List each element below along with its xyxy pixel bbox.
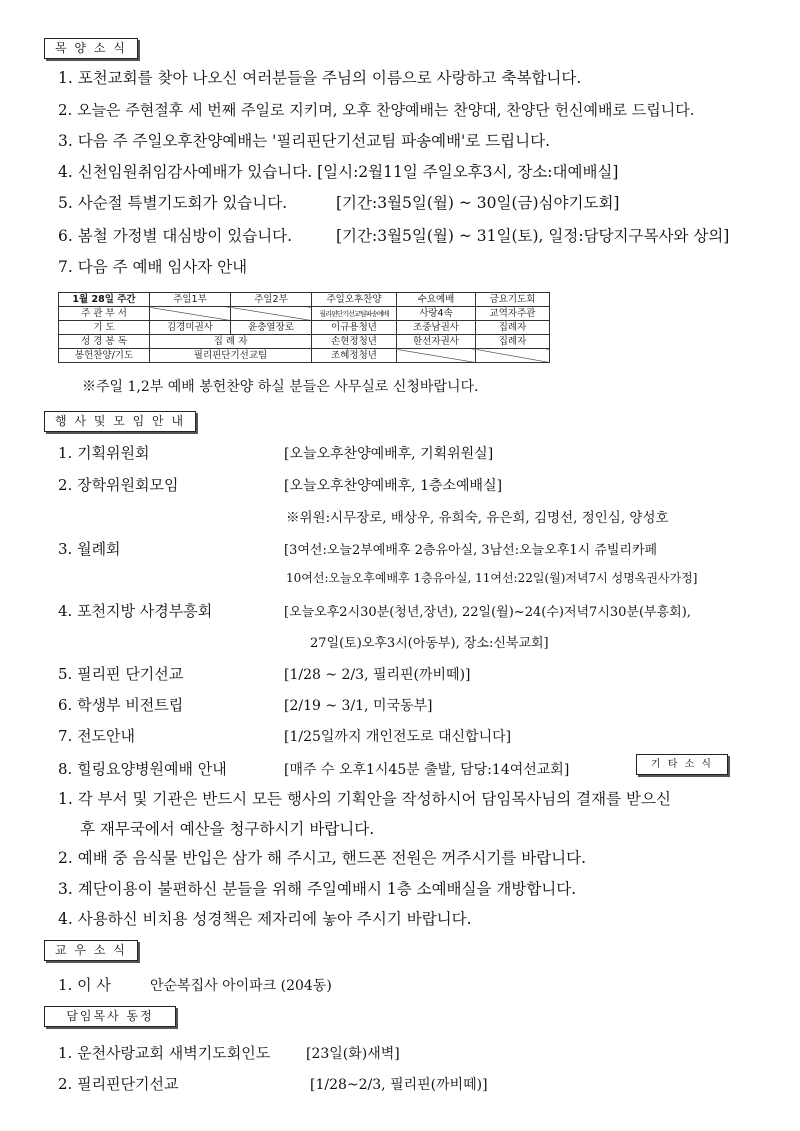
event-label: 8. 힐링요양병원예배 안내: [58, 760, 227, 778]
event-value: [2/19 ~ 3/1, 미국동부]: [284, 698, 433, 714]
table-row: [59, 335, 550, 349]
worship-schedule-table: [58, 292, 550, 363]
table-header-cell: 금요기도회: [476, 293, 550, 307]
table-cell: 한선자권사: [397, 335, 476, 349]
event-extra: 10여선:오늘오후예배후 1층유아실, 11여선:22일(월)저녁7시 성명옥권사가정]: [286, 571, 698, 585]
schedule-note: ※주일 1,2부 예배 봉헌찬양 하실 분들은 사무실로 신청바랍니다.: [82, 379, 479, 395]
table-cell: 필리핀단기선교팀: [150, 349, 312, 363]
event-label: 2. 장학위원회모임: [58, 476, 179, 494]
table-header-cell: 주일1부: [150, 293, 231, 307]
table-row: [59, 293, 550, 307]
event-value: [1/25일까지 개인전도로 대신합니다]: [284, 729, 512, 745]
table-cell: 조혜정청년: [312, 349, 397, 363]
other-item-3: 3. 계단이용이 불편하신 분들을 위해 주일예배시 1층 소예배실을 개방합니다.: [58, 880, 577, 898]
table-cell-empty: [476, 349, 550, 363]
member-label: 1. 이 사: [58, 976, 111, 994]
pastoral-item-6-detail: [기간:3월5일(월) ~ 31일(토), 일정:담당지구목사와 상의]: [336, 227, 730, 245]
event-value: [오늘오후찬양예배후, 기획위원실]: [284, 446, 494, 462]
section-header-events: 행 사 및 모 임 안 내: [44, 411, 196, 432]
table-cell: 김경미권사: [150, 321, 231, 335]
pastoral-item-2: 2. 오늘은 주현절후 세 번째 주일로 지키며, 오후 찬양예배는 찬양대, 찬양단 헌신예배로 드립니다.: [58, 101, 695, 119]
event-label: 5. 필리핀 단기선교: [58, 665, 184, 683]
other-item-4: 4. 사용하신 비치용 성경책은 제자리에 놓아 주시기 바랍니다.: [58, 910, 472, 928]
pastoral-item-3: 3. 다음 주 주일오후찬양예배는 '필리핀단기선교팀 파송예배'로 드립니다.: [58, 132, 551, 150]
pastoral-item-5: 5. 사순절 특별기도회가 있습니다.: [58, 194, 288, 212]
table-cell: 집례자: [476, 321, 550, 335]
table-cell-empty: [150, 307, 231, 321]
pastoral-item-1: 1. 포천교회를 찾아 나오신 여러분들을 주님의 이름으로 사랑하고 축복합니다.: [58, 69, 582, 87]
table-header-cell: 수요예배: [397, 293, 476, 307]
event-value: [오늘오후찬양예배후, 1층소예배실]: [284, 478, 503, 494]
section-header-other: 기 타 소 식: [636, 754, 728, 775]
event-label: 3. 월례회: [58, 540, 121, 558]
event-label: 7. 전도안내: [58, 727, 136, 745]
section-header-members: 교 우 소 식: [44, 940, 138, 961]
table-cell: 집례자: [476, 335, 550, 349]
table-row: [59, 349, 550, 363]
table-cell: 사랑4속: [397, 307, 476, 321]
pastoral-item-6: 6. 봄철 가정별 대심방이 있습니다.: [58, 227, 293, 245]
pastor-label: 2. 필리핀단기선교: [58, 1075, 179, 1093]
event-value: [매주 수 오후1시45분 출발, 담당:14여선교회]: [284, 762, 570, 778]
table-cell: 집 례 자: [150, 335, 312, 349]
table-row: [59, 321, 550, 335]
table-cell: 주 관 부 서: [59, 307, 150, 321]
table-header-cell: 1월 28일 주간: [59, 293, 150, 307]
event-label: 4. 포천지방 사경부흥회: [58, 602, 213, 620]
table-cell: 이규용청년: [312, 321, 397, 335]
pastor-value: [1/28~2/3, 필리핀(까비떼)]: [310, 1077, 488, 1093]
table-cell: 봉헌찬양/기도: [59, 349, 150, 363]
event-value: [1/28 ~ 2/3, 필리핀(까비떼)]: [284, 667, 471, 683]
pastoral-item-5-detail: [기간:3월5일(월) ~ 30일(금)심야기도회]: [336, 194, 620, 212]
event-value: [오늘오후2시30분(청년,장년), 22일(월)~24(수)저녁7시30분(부흥회),: [284, 605, 691, 620]
table-cell: 필리핀단기선교팀파송예배: [312, 307, 397, 321]
member-value: 안순복집사 아이파크 (204동): [150, 978, 332, 994]
table-cell: 기 도: [59, 321, 150, 335]
pastoral-item-7: 7. 다음 주 예배 임사자 안내: [58, 258, 248, 276]
other-item-1-cont: 후 재무국에서 예산을 청구하시기 바랍니다.: [80, 820, 375, 838]
event-label: 1. 기획위원회: [58, 444, 150, 462]
table-header-cell: 주일2부: [231, 293, 312, 307]
table-cell: 조중남권사: [397, 321, 476, 335]
other-item-1: 1. 각 부서 및 기관은 반드시 모든 행사의 기획안을 작성하시어 담임목사님의 결재를 받으신: [58, 790, 671, 808]
table-header-cell: 주일오후찬양: [312, 293, 397, 307]
table-row: [59, 307, 550, 321]
table-cell-empty: [231, 307, 312, 321]
pastor-value: [23일(화)새벽]: [306, 1046, 400, 1062]
section-header-pastor: 담임목사 동정: [44, 1006, 176, 1027]
section-header-pastoral: 목 양 소 식: [44, 38, 138, 59]
table-cell: 교역자주관: [476, 307, 550, 321]
other-item-2: 2. 예배 중 음식물 반입은 삼가 해 주시고, 핸드폰 전원은 꺼주시기를 바랍니다.: [58, 849, 587, 867]
event-label: 6. 학생부 비전트립: [58, 696, 184, 714]
table-cell: 손현정청년: [312, 335, 397, 349]
pastoral-item-4: 4. 신천임원취임감사예배가 있습니다. [일시:2월11일 주일오후3시, 장소:대예배실]: [58, 163, 619, 181]
table-cell: 성 경 봉 독: [59, 335, 150, 349]
pastor-label: 1. 운천사랑교회 새벽기도회인도: [58, 1044, 271, 1062]
event-extra: 27일(토)오후3시(아동부), 장소:신북교회]: [310, 636, 549, 651]
event-extra: ※위원:시무장로, 배상우, 유희숙, 유은희, 김명선, 정인심, 양성호: [286, 510, 669, 526]
table-cell-empty: [397, 349, 476, 363]
event-value: [3여선:오늘2부예배후 2층유아실, 3남선:오늘오후1시 쥬빌리카페: [284, 543, 658, 558]
table-cell: 윤충열장로: [231, 321, 312, 335]
